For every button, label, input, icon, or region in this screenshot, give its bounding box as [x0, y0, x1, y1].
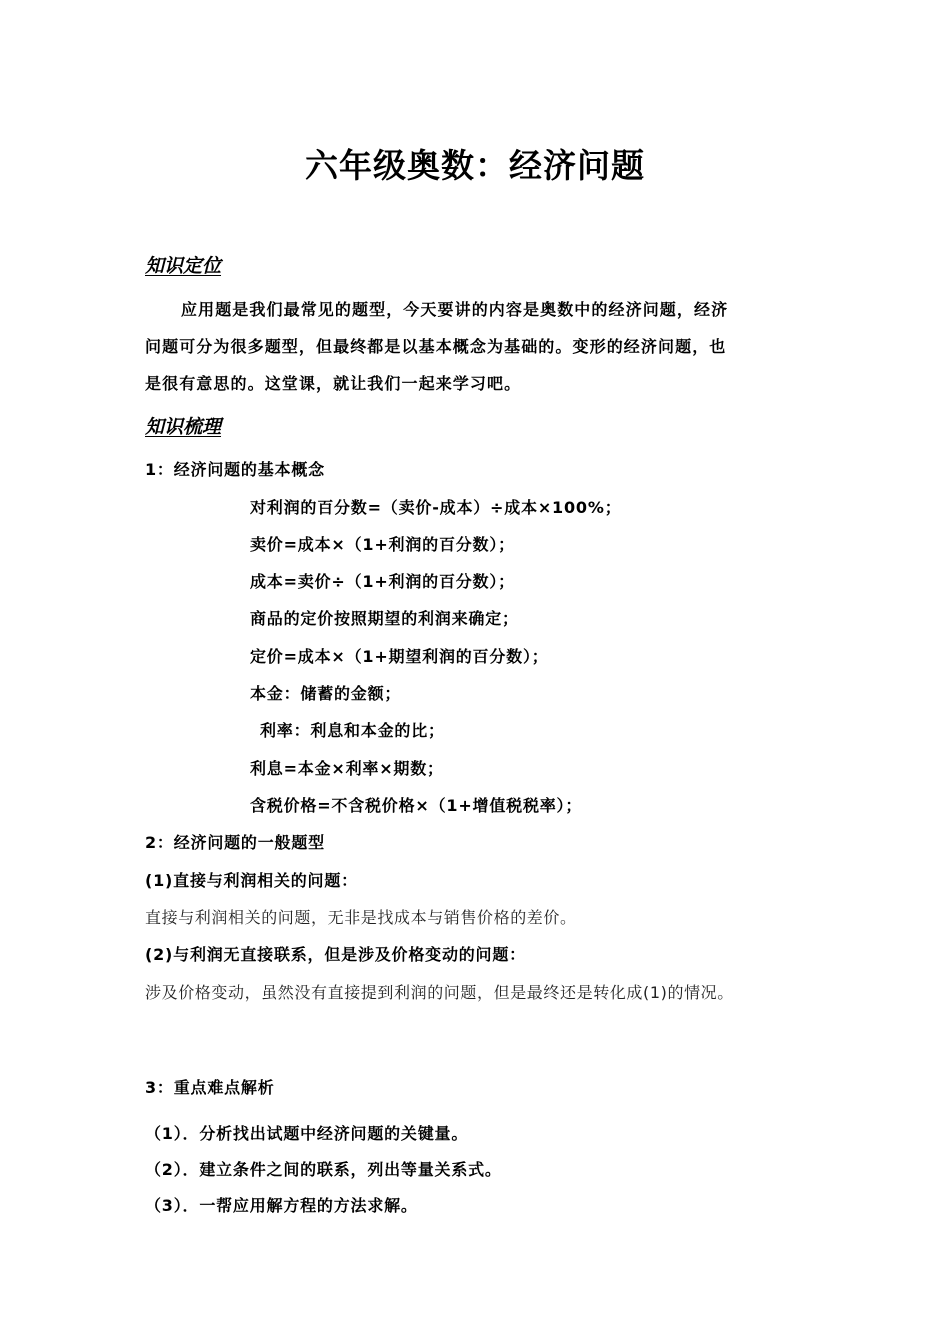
key-point-item: （2）．建立条件之间的联系，列出等量关系式。 [145, 1160, 502, 1179]
intro-line: 应用题是我们最常见的题型，今天要讲的内容是奥数中的经济问题，经济 [181, 300, 729, 319]
key-point-item: （1）．分析找出试题中经济问题的关键量。 [145, 1124, 469, 1143]
type2-heading: (2)与利润无直接联系，但是涉及价格变动的问题： [145, 945, 526, 964]
formula-line: 定价=成本×（1+期望利润的百分数）； [250, 647, 549, 666]
section-heading-positioning: 知识定位 [145, 255, 222, 277]
formula-line: 本金：储蓄的金额； [250, 684, 402, 703]
part3-heading: 3：重点难点解析 [145, 1078, 275, 1097]
type1-heading: (1)直接与利润相关的问题： [145, 871, 358, 890]
intro-paragraph [145, 291, 810, 402]
intro-line: 问题可分为很多题型，但最终都是以基本概念为基础的。变形的经济问题，也 [145, 337, 727, 356]
formula-line: 含税价格=不含税价格×（1+增值税税率）； [250, 796, 583, 815]
type2-text: 涉及价格变动，虽然没有直接提到利润的问题，但是最终还是转化成(1)的情况。 [145, 983, 734, 1002]
part1-heading: 1：经济问题的基本概念 [145, 460, 325, 479]
formula-line: 卖价=成本×（1+利润的百分数）； [250, 535, 515, 554]
intro-line: 是很有意思的。这堂课，就让我们一起来学习吧。 [145, 374, 522, 393]
formula-line: 对利润的百分数=（卖价-成本）÷成本×100%； [250, 498, 622, 517]
section-heading-review: 知识梳理 [145, 416, 222, 438]
formula-line: 成本=卖价÷（1+利润的百分数）； [250, 572, 515, 591]
formula-line: 商品的定价按照期望的利润来确定； [250, 609, 519, 628]
type1-text: 直接与利润相关的问题，无非是找成本与销售价格的差价。 [145, 908, 577, 927]
part2-heading: 2：经济问题的一般题型 [145, 833, 325, 852]
key-point-item: （3）．一帮应用解方程的方法求解。 [145, 1196, 418, 1215]
formula-line: 利息=本金×利率×期数； [250, 759, 444, 778]
page-title: 六年级奥数：经济问题 [305, 146, 645, 185]
formula-line: 利率：利息和本金的比； [260, 721, 445, 740]
